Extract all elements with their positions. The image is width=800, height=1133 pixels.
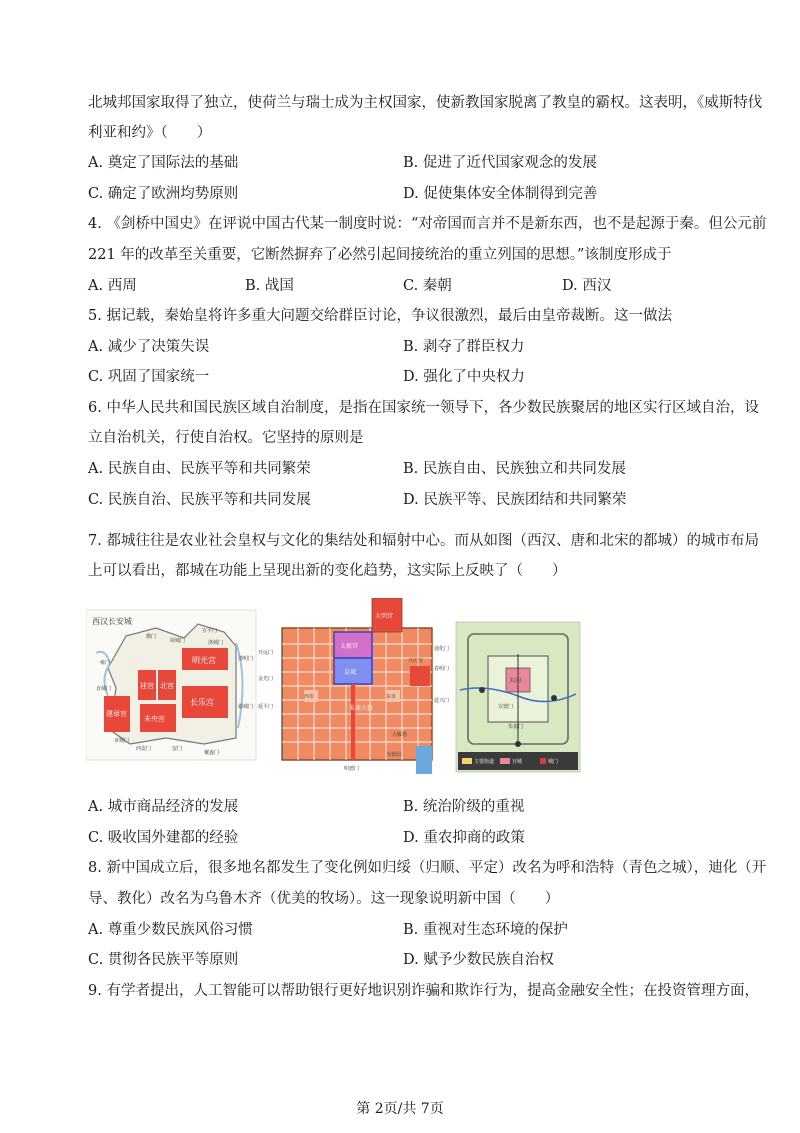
intro-option-d: D. 促使集体安全体制得到完善 xyxy=(403,186,598,202)
q8-option-b: B. 重视对生态环境的保护 xyxy=(403,922,568,938)
q9-line-1: 9. 有学者提出，人工智能可以帮助银行更好地识别诈骗和欺诈行为，提高金融安全性；在投资管理方面， xyxy=(88,983,759,999)
map1-gate-zhicheng: 直城门 xyxy=(96,686,112,692)
q8-option-d: D. 赋予少数民族自治权 xyxy=(403,952,554,968)
q4-option-b: B. 战国 xyxy=(245,278,294,294)
q8-line-2: 导、教化）改名为乌鲁木齐（优美的牧场）。这一现象说明新中国（ ） xyxy=(88,891,560,907)
map2-label-xingqing: 兴庆宫 xyxy=(408,658,424,664)
map2-label-jinguang: 金光门 xyxy=(258,676,274,682)
map3-legend-palace: 宫城 xyxy=(512,759,523,765)
q4-line-1: 4. 《剑桥中国史》在评说中国古代某一制度时说：“对帝国而言并不是新东西，也不是起源于秦。但公元前 xyxy=(88,216,767,232)
map1-gate-heng: 横门 xyxy=(146,634,157,640)
q6-line-2: 立自治机关，行使自治权。它坚持的原则是 xyxy=(88,430,364,446)
map-tang-changan xyxy=(258,598,449,774)
q5-line-1: 5. 据记载，秦始皇将许多重大问题交给群臣讨论，争议很激烈，最后由皇帝裁断。这一做法 xyxy=(88,308,672,324)
map2-label-dayan: 大雁塔 xyxy=(392,732,408,738)
map2-label-huangcheng: 皇城 xyxy=(344,669,357,676)
q7-option-c: C. 吸收国外建都的经验 xyxy=(88,830,239,846)
map1-title: 西汉长安城 xyxy=(92,617,132,626)
q6-option-b: B. 民族自由、民族独立和共同发展 xyxy=(403,461,626,477)
map2-label-taiji: 太极宫 xyxy=(340,643,359,650)
map1-gate-qingming: 清明门 xyxy=(238,656,254,662)
q4-option-c: C. 秦朝 xyxy=(403,278,452,294)
q7-capital-maps-figure xyxy=(86,598,586,778)
map1-palace-bei: 北宫 xyxy=(160,682,174,690)
q8-line-1: 8. 新中国成立后，很多地名都发生了变化例如归绥（归顺、平定）改名为呼和浩特（青色之城），迪化（开 xyxy=(88,860,767,876)
map2-label-kaiyuan: 开远门 xyxy=(258,650,274,656)
q5-option-b: B. 剥夺了群臣权力 xyxy=(403,339,525,355)
map3-legend-street: 主要街道 xyxy=(474,759,495,765)
map2-label-dongshi: 东市 xyxy=(386,694,397,700)
map3-label-zhuque: 朱雀门 xyxy=(508,724,524,730)
intro-line-2: 利亚和约》（ ） xyxy=(88,125,212,141)
map1-gate-chucheng: 厨城门 xyxy=(170,638,186,644)
q4-line-2: 221 年的改革至关重要，它断然摒弃了必然引起间接统治的重立列国的思想。”该制度形成于 xyxy=(88,247,672,263)
map1-palace-weiyang: 未央宫 xyxy=(144,715,165,723)
map1-palace-gui: 桂宫 xyxy=(140,682,154,690)
map1-palace-mingguang: 明光宫 xyxy=(192,656,216,665)
q5-option-c: C. 巩固了国家统一 xyxy=(88,369,210,385)
q6-line-1: 6. 中华人民共和国民族区域自治制度，是指在国家统一领导下，各少数民族聚居的地区实行区域自治，设 xyxy=(88,400,759,416)
map3-label-xuande: 宣德门 xyxy=(498,704,514,710)
q6-option-c: C. 民族自治、民族平等和共同发展 xyxy=(88,492,311,508)
map-northern-song-kaifeng xyxy=(456,622,580,772)
q7-line-2: 上可以看出，都城在功能上呈现出新的变化趋势，这实际上反映了（ ） xyxy=(88,563,567,579)
map1-palace-changle: 长乐宫 xyxy=(190,698,214,707)
map1-gate-luocheng: 洛城门 xyxy=(208,640,224,646)
q4-option-a: A. 西周 xyxy=(88,278,137,294)
map1-palace-jianzhang: 建章宫 xyxy=(106,710,127,718)
intro-line-1: 北城邦国家取得了独立，使荷兰与瑞士成为主权国家，使新教国家脱离了教皇的霸权。这表明，《威斯特伐 xyxy=(88,95,763,111)
q6-option-a: A. 民族自由、民族平等和共同繁荣 xyxy=(88,461,311,477)
map2-label-chunming: 春明门 xyxy=(434,666,450,672)
map2-label-zhuque: 朱雀大街 xyxy=(349,705,374,712)
q8-option-a: A. 尊重少数民族风俗习惯 xyxy=(88,922,253,938)
map1-gate-bacheng: 霸城门 xyxy=(238,704,254,710)
intro-option-c: C. 确定了欧洲均势原则 xyxy=(88,186,239,202)
map1-gate-fuang: 覆盎门 xyxy=(204,750,220,756)
map3-legend-gate: 城门 xyxy=(548,759,559,765)
map2-label-mingde: 明德门 xyxy=(344,766,360,772)
map1-gate-xian: 西安门 xyxy=(136,746,152,752)
q8-option-c: C. 贯彻各民族平等原则 xyxy=(88,952,239,968)
q7-line-1: 7. 都城往往是农业社会皇权与文化的集结处和辐射中心。而从如图（西汉、唐和北宋的都城）的城市布局 xyxy=(88,533,759,549)
map1-gate-yong: 雍门 xyxy=(100,660,111,666)
map1-gate-an: 安门 xyxy=(172,746,183,752)
map2-label-yanping: 延平门 xyxy=(258,704,274,710)
intro-option-a: A. 奠定了国际法的基础 xyxy=(88,155,239,171)
intro-option-b: B. 促进了近代国家观念的发展 xyxy=(403,155,597,171)
map2-label-daming: 大明宫 xyxy=(375,613,394,620)
map2-label-yanxing: 延兴门 xyxy=(434,698,450,704)
map3-label-danei: 大内 xyxy=(509,677,522,684)
map2-label-xishi: 西市 xyxy=(304,694,315,700)
page-footer: 第 2页/共 7页 xyxy=(356,1101,444,1117)
q5-option-a: A. 减少了决策失误 xyxy=(88,339,210,355)
map1-gate-xuanping: 宣平门 xyxy=(202,628,218,634)
q7-option-d: D. 重农抑商的政策 xyxy=(403,830,525,846)
map1-gate-zhangcheng: 章城门 xyxy=(114,738,130,744)
map2-label-tonghua: 通化门 xyxy=(434,646,450,652)
q4-option-d: D. 西汉 xyxy=(562,278,612,294)
q7-option-b: B. 统治阶级的重视 xyxy=(403,799,525,815)
q5-option-d: D. 强化了中央权力 xyxy=(403,369,525,385)
q6-option-d: D. 民族平等、民族团结和共同繁荣 xyxy=(403,492,627,508)
map-western-han-changan xyxy=(86,610,256,760)
map2-label-furong: 芙蓉园 xyxy=(386,752,402,758)
q7-option-a: A. 城市商品经济的发展 xyxy=(88,799,239,815)
